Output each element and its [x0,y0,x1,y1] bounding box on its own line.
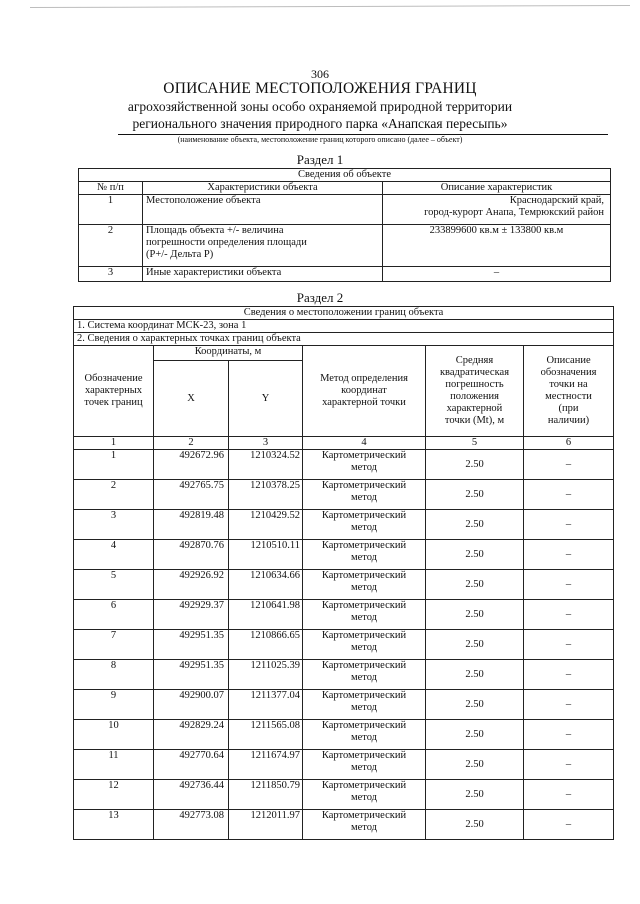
point-method-line1: Картометрический [321,480,407,491]
row-num: 2 [79,225,143,267]
point-y: 1210324.52 [229,450,303,480]
point-x: 492900.07 [154,690,229,720]
point-y: 1211850.79 [229,780,303,810]
point-y: 1212011.97 [229,810,303,840]
point-y: 1211565.08 [229,720,303,750]
header-coordinates: Координаты, м [154,346,303,361]
document-subtitle-line2: регионального значения природного парка «Анапская пересыпь» [132,116,508,131]
table-row [79,195,611,225]
header-error-line: характерной [446,403,503,414]
point-y: 1210641.98 [229,600,303,630]
point-method-line2: метод [350,462,378,473]
point-number: 10 [74,720,154,750]
scan-edge-line [30,5,630,8]
header-error-line: квадратическая [439,367,510,378]
table-row [74,720,614,750]
point-number: 6 [74,600,154,630]
point-method-line2: метод [350,702,378,713]
header-method-line: характерной точки [322,397,406,408]
page-number: 306 [311,67,329,81]
point-description: – [524,750,614,780]
point-method [303,540,426,570]
point-y: 1211025.39 [229,660,303,690]
row-char [143,225,383,267]
point-method-line2: метод [350,522,378,533]
section2-label: Раздел 2 [296,290,344,305]
table-row [74,540,614,570]
point-number: 8 [74,660,154,690]
point-method-line2: метод [350,642,378,653]
point-method-line1: Картометрический [321,660,407,671]
point-number: 5 [74,570,154,600]
header-error-line: Средняя [455,355,494,366]
row-char-line1: Площадь объекта +/- величина [146,225,284,236]
point-x: 492773.08 [154,810,229,840]
point-method-line2: метод [350,672,378,683]
row-num: 3 [79,267,143,282]
point-error: 2.50 [426,630,524,660]
point-method [303,660,426,690]
point-error: 2.50 [426,660,524,690]
point-method-line2: метод [350,612,378,623]
header-description-line: наличии) [547,415,590,426]
header-error-line: положения [450,391,499,402]
point-method-line1: Картометрический [321,510,407,521]
point-method [303,810,426,840]
header-description-line: обозначения [540,367,597,378]
header-x: X [154,361,229,437]
point-number: 9 [74,690,154,720]
table-row [74,600,614,630]
point-method [303,510,426,540]
point-error: 2.50 [426,600,524,630]
table-row [74,450,614,480]
point-description: – [524,540,614,570]
row-desc-line2: город-курорт Анапа, Темрюкский район [424,207,604,218]
point-number: 1 [74,450,154,480]
point-method-line2: метод [350,552,378,563]
table-row [74,660,614,690]
col-number: 5 [426,437,524,450]
point-x: 492951.35 [154,660,229,690]
point-method [303,570,426,600]
table-row [74,690,614,720]
boundary-points-table [73,306,614,840]
table-row [74,510,614,540]
row-num: 1 [79,195,143,225]
point-method-line2: метод [350,822,378,833]
points-title: 2. Сведения о характерных точках границ объекта [74,333,614,346]
point-method [303,450,426,480]
point-method-line2: метод [350,792,378,803]
document-title: ОПИСАНИЕ МЕСТОПОЛОЖЕНИЯ ГРАНИЦ [163,80,477,97]
point-description: – [524,480,614,510]
point-description: – [524,510,614,540]
point-description: – [524,660,614,690]
header-method-line: координат [341,385,387,396]
point-method-line1: Картометрический [321,810,407,821]
table-row [79,267,611,282]
table-row [74,780,614,810]
row-desc-line1: Краснодарский край, [509,195,604,206]
row-desc [383,195,611,225]
point-method-line1: Картометрический [321,750,407,761]
point-description: – [524,450,614,480]
point-description: – [524,690,614,720]
point-method-line1: Картометрический [321,450,407,461]
header-description-line: точки на [549,379,588,390]
point-method-line1: Картометрический [321,690,407,701]
row-char-line2: погрешности определения площади [146,237,307,248]
point-y: 1211377.04 [229,690,303,720]
points-body [74,450,614,840]
point-description: – [524,720,614,750]
point-description: – [524,780,614,810]
header-description [524,346,614,437]
point-method [303,750,426,780]
point-method-line2: метод [350,762,378,773]
point-method [303,600,426,630]
point-number: 2 [74,480,154,510]
point-y: 1210378.25 [229,480,303,510]
point-error: 2.50 [426,780,524,810]
header-error [426,346,524,437]
point-method [303,690,426,720]
point-error: 2.50 [426,750,524,780]
point-description: – [524,570,614,600]
point-method-line2: метод [350,582,378,593]
point-number: 12 [74,780,154,810]
coordinate-system: 1. Система координат МСК-23, зона 1 [74,320,614,333]
point-y: 1210866.65 [229,630,303,660]
point-method-line1: Картометрический [321,720,407,731]
point-y: 1210510.11 [229,540,303,570]
header-method-line: Метод определения [320,373,408,384]
header-designation-line: Обозначение [84,373,143,384]
table-row [74,630,614,660]
point-x: 492672.96 [154,450,229,480]
point-x: 492765.75 [154,480,229,510]
point-description: – [524,630,614,660]
point-x: 492929.37 [154,600,229,630]
point-method-line1: Картометрический [321,780,407,791]
col-header-char: Характеристики объекта [143,182,383,195]
point-x: 492829.24 [154,720,229,750]
point-method-line2: метод [350,732,378,743]
point-method-line1: Картометрический [321,570,407,581]
col-number: 1 [74,437,154,450]
table-row [74,480,614,510]
point-error: 2.50 [426,510,524,540]
row-desc: 233899600 кв.м ± 133800 кв.м [383,225,611,267]
point-description: – [524,600,614,630]
row-char: Местоположение объекта [143,195,383,225]
point-x: 492770.64 [154,750,229,780]
table-row [74,810,614,840]
point-number: 11 [74,750,154,780]
point-x: 492736.44 [154,780,229,810]
header-error-line: точки (Mt), м [444,415,505,426]
header-error-line: погрешность [445,379,504,390]
point-number: 3 [74,510,154,540]
header-designation [74,346,154,437]
point-method [303,720,426,750]
point-y: 1210429.52 [229,510,303,540]
point-x: 492870.76 [154,540,229,570]
point-error: 2.50 [426,480,524,510]
object-info-title: Сведения об объекте [79,169,611,182]
point-number: 13 [74,810,154,840]
table-row [79,225,611,267]
header-description-line: (при [558,403,579,414]
boundary-table-title: Сведения о местоположении границ объекта [74,307,614,320]
col-number: 2 [154,437,229,450]
object-info-table [78,168,611,282]
point-x: 492819.48 [154,510,229,540]
point-method-line1: Картометрический [321,600,407,611]
point-x: 492926.92 [154,570,229,600]
section1-label: Раздел 1 [296,152,344,167]
point-y: 1211674.97 [229,750,303,780]
row-char: Иные характеристики объекта [143,267,383,282]
point-description: – [524,810,614,840]
point-error: 2.50 [426,810,524,840]
title-caption: (наименование объекта, местоположение границ которого описано (далее – объект) [177,135,463,144]
row-desc: – [383,267,611,282]
col-header-desc: Описание характеристик [383,182,611,195]
row-char-line3: (P+/- Дельта P) [146,249,214,260]
point-method [303,480,426,510]
header-designation-line: точек границ [84,397,143,408]
point-number: 4 [74,540,154,570]
point-y: 1210634.66 [229,570,303,600]
col-number: 4 [303,437,426,450]
header-y: Y [229,361,303,437]
document-subtitle-line1: агрохозяйственной зоны особо охраняемой природной территории [127,99,513,114]
header-designation-line: характерных [84,385,143,396]
point-error: 2.50 [426,570,524,600]
col-number: 3 [229,437,303,450]
col-header-num: № п/п [79,182,143,195]
point-error: 2.50 [426,540,524,570]
header-description-line: Описание [546,355,591,366]
point-error: 2.50 [426,690,524,720]
table-row [74,570,614,600]
point-error: 2.50 [426,450,524,480]
point-x: 492951.35 [154,630,229,660]
point-method [303,780,426,810]
table-row [74,750,614,780]
point-method-line1: Картометрический [321,540,407,551]
col-number: 6 [524,437,614,450]
point-number: 7 [74,630,154,660]
header-method [303,346,426,437]
point-method-line1: Картометрический [321,630,407,641]
point-method-line2: метод [350,492,378,503]
point-method [303,630,426,660]
header-description-line: местности [545,391,592,402]
point-error: 2.50 [426,720,524,750]
